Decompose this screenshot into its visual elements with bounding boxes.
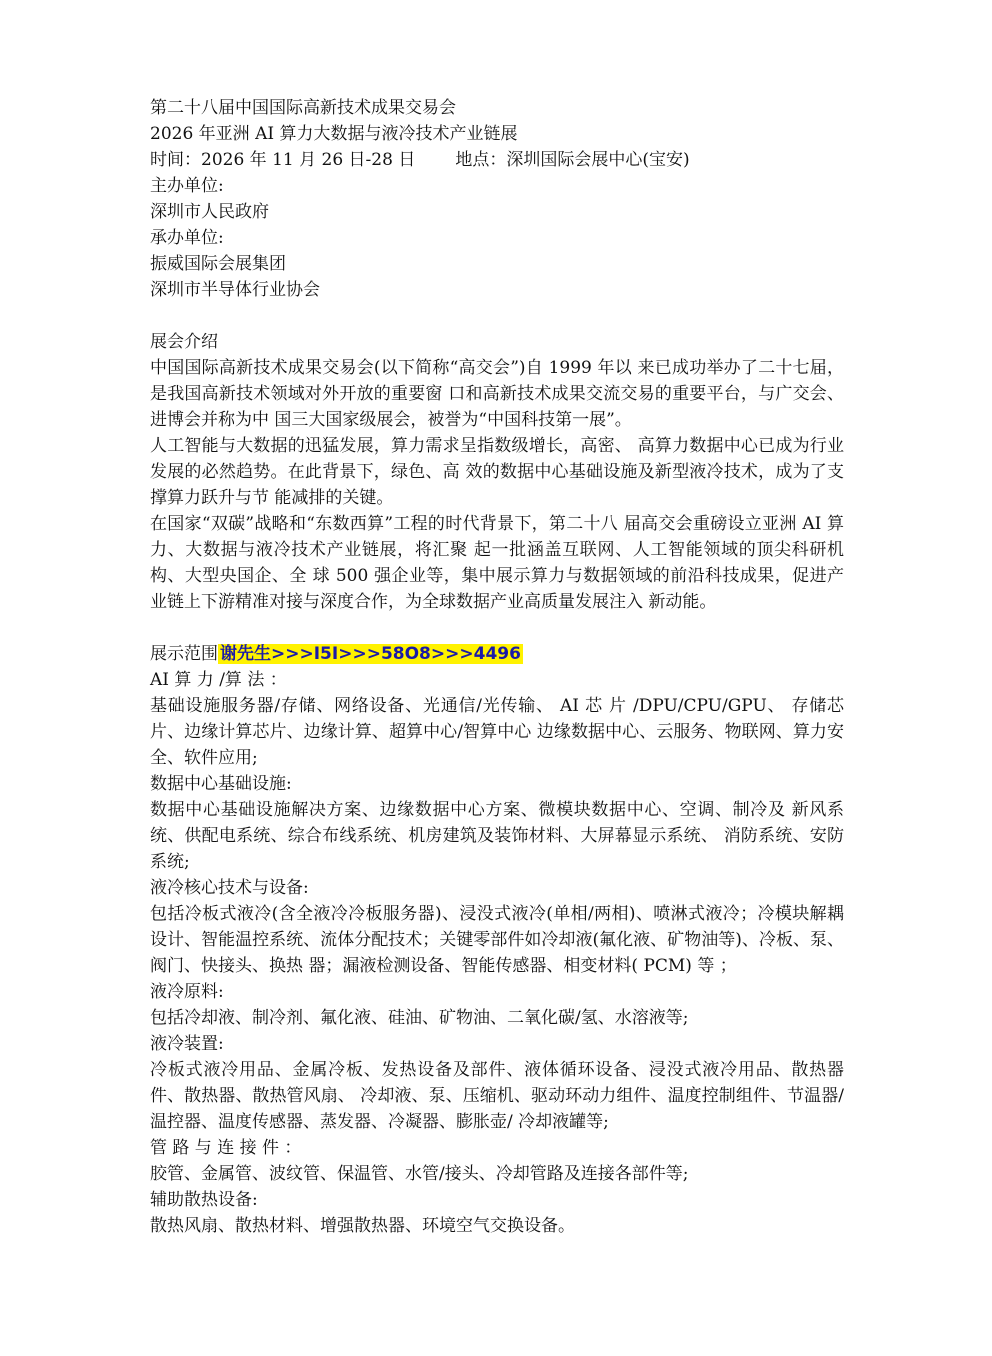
category-title: 液冷装置: xyxy=(150,1034,224,1054)
category-title: 辅助散热设备: xyxy=(150,1190,258,1210)
time-venue-line xyxy=(150,147,844,173)
category-title: 液冷核心技术与设备: xyxy=(150,878,309,898)
category-title: 液冷原料: xyxy=(150,982,224,1002)
scope-heading-line xyxy=(150,641,844,667)
host-label: 主办单位: xyxy=(150,176,224,196)
intro-heading: 展会介绍 xyxy=(150,332,218,352)
event-title: 第二十八届中国国际高新技术成果交易会 xyxy=(150,98,456,118)
intro-paragraph: 中国国际高新技术成果交易会(以下简称“高交会”)自 1999 年以 来已成功举办了二十七届，是我国高新技术领域对外开放的重要窗 口和高新技术成果交流交易的重要平台，与广交会、进博会并称为中 国三大国家级展会，被誉为“中国科技第一展”。 xyxy=(150,358,844,430)
organizer-item: 深圳市半导体行业协会 xyxy=(150,280,320,300)
blank-line xyxy=(150,615,844,641)
venue-label: 地点：深圳国际会展中心(宝安) xyxy=(455,150,690,170)
intro-paragraph: 在国家“双碳”战略和“东数西算”工程的时代背景下，第二十八 届高交会重磅设立亚洲 AI 算力、大数据与液冷技术产业链展，将汇聚 起一批涵盖互联网、人工智能领域的顶尖科研机构、大型央国企、全 球 500 强企业等，集中展示算力与数据领域的前沿科技成果，促进产 业链上下游精准对接与深度合作，为全球数据产业高质量发展注入 新动能。 xyxy=(150,514,844,612)
category-title: 管 路 与 连 接 件 ： xyxy=(150,1138,302,1158)
intro-paragraph: 人工智能与大数据的迅猛发展，算力需求呈指数级增长，高密、 高算力数据中心已成为行业发展的必然趋势。在此背景下，绿色、高 效的数据中心基础设施及新型液冷技术，成为了支撑算力跃升与节 能减排的关键。 xyxy=(150,436,844,508)
category-title: 数据中心基础设施: xyxy=(150,774,292,794)
organizer-item: 振威国际会展集团 xyxy=(150,254,286,274)
category-content: 包括冷却液、制冷剂、氟化液、硅油、矿物油、二氧化碳/氢、水溶液等; xyxy=(150,1008,689,1028)
organizer-label: 承办单位: xyxy=(150,228,224,248)
exhibition-title: 2026 年亚洲 AI 算力大数据与液冷技术产业链展 xyxy=(150,124,518,144)
category-content: 包括冷板式液冷(含全液冷冷板服务器)、浸没式液冷(单相/两相)、喷淋式液冷；冷模块解耦设计、智能温控系统、流体分配技术；关键零部件如冷却液(氟化液、矿物油等)、冷板、泵、阀门、快接头、换热 器；漏液检测设备、智能传感器、相变材料( PCM) 等 ； xyxy=(150,904,844,976)
category-content: 散热风扇、散热材料、增强散热器、环境空气交换设备。 xyxy=(150,1216,575,1236)
time-label: 时间：2026 年 11 月 26 日-28 日 xyxy=(150,150,416,170)
scope-heading: 展示范围 xyxy=(150,644,218,664)
category-content: 数据中心基础设施解决方案、边缘数据中心方案、微模块数据中心、空调、制冷及 新风系统、供配电系统、综合布线系统、机房建筑及装饰材料、大屏幕显示系统、 消防系统、安防系统; xyxy=(150,800,844,872)
category-title: AI 算 力 /算 法 ： xyxy=(150,670,287,690)
host-item: 深圳市人民政府 xyxy=(150,202,269,222)
category-content: 冷板式液冷用品、金属冷板、发热设备及部件、液体循环设备、浸没式液冷用品、散热器件、散热器、散热管风扇、 冷却液、泵、压缩机、驱动环动力组件、温度控制组件、节温器/温控器、温度传感器、蒸发器、冷凝器、膨胀壶/ 冷却液罐等; xyxy=(150,1060,844,1132)
blank-line xyxy=(150,303,844,329)
contact-highlight: 谢先生>>>I5I>>>58O8>>>4496 xyxy=(220,644,521,664)
category-content: 基础设施服务器/存储、网络设备、光通信/光传输、 AI 芯 片 /DPU/CPU/GPU、 存储芯片、边缘计算芯片、边缘计算、超算中心/智算中心 边缘数据中心、云服务、物联网、算力安全、软件应用; xyxy=(150,696,844,768)
category-content: 胶管、金属管、波纹管、保温管、水管/接头、冷却管路及连接各部件等; xyxy=(150,1164,689,1184)
